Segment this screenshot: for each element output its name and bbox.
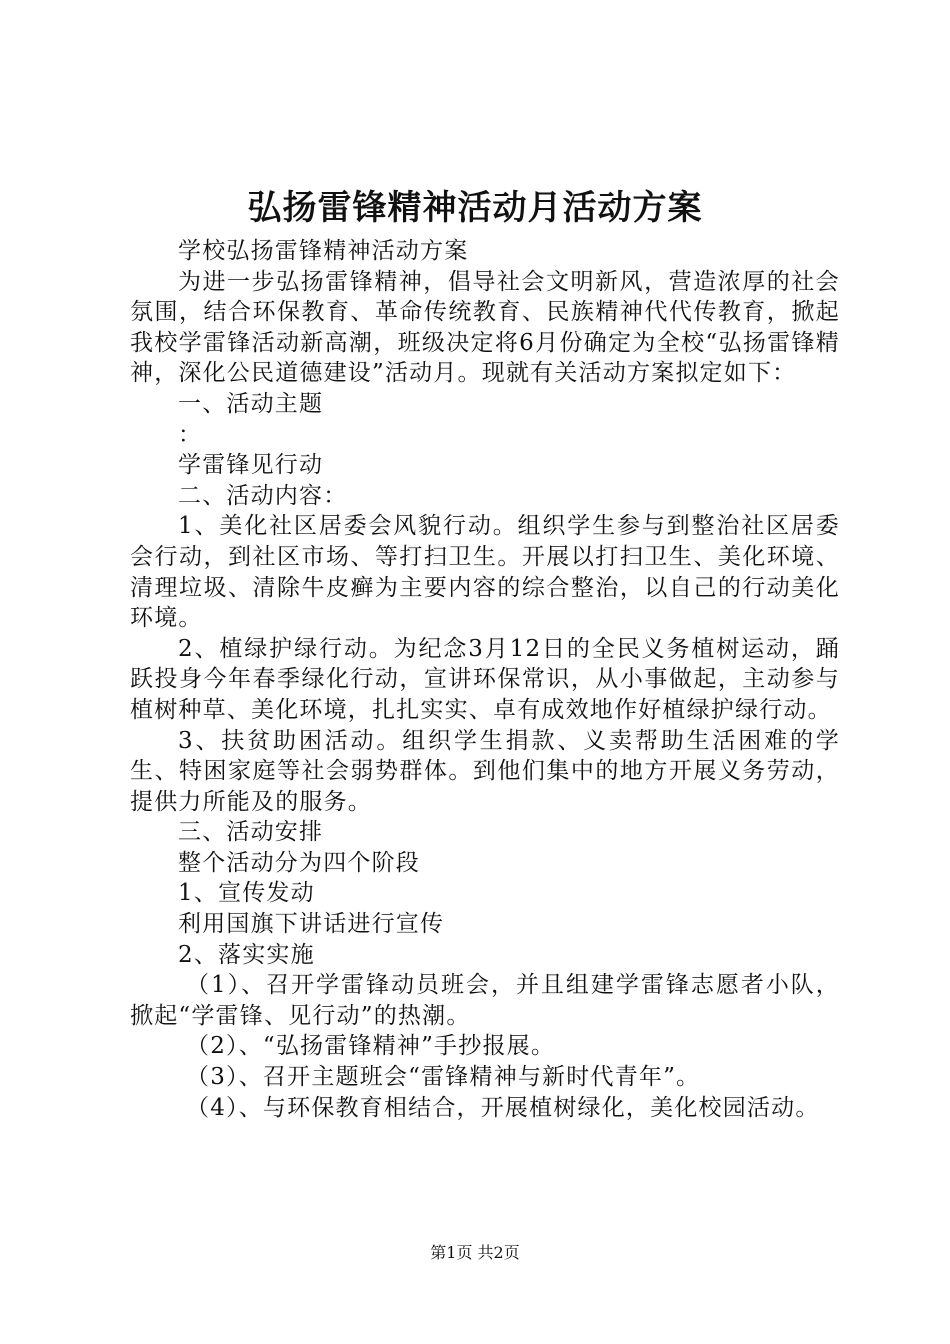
- document-body: [130, 236, 840, 1123]
- document-title: 弘扬雷锋精神活动月活动方案: [247, 188, 703, 228]
- stage-2-item-4: （4）、与环保教育相结合，开展植树绿化，美化校园活动。: [186, 1094, 820, 1121]
- section-heading-theme: 一、活动主题: [178, 390, 324, 417]
- stage-1-text: 利用国旗下讲话进行宣传: [178, 911, 445, 938]
- section-heading-content: 二、活动内容：: [178, 482, 348, 509]
- theme-text: 学雷锋见行动: [178, 452, 324, 479]
- subtitle-paragraph: 学校弘扬雷锋精神活动方案: [178, 238, 469, 264]
- content-item-3: 3、扶贫助困活动。组织学生捐款、义卖帮助生活困难的学生、特困家庭等社会弱势群体。到他们集中的地方开展义务劳动，提供力所能及的服务。: [130, 727, 840, 815]
- stage-2-item-3: （3）、召开主题班会“雷锋精神与新时代青年”。: [186, 1064, 701, 1091]
- stage-2-heading: 2、落实实施: [178, 941, 315, 968]
- content-item-1: 1、美化社区居委会风貌行动。组织学生参与到整治社区居委会行动，到社区市场、等打扫卫生。开展以打扫卫生、美化环境、清理垃圾、清除牛皮癣为主要内容的综合整治，以自己的行动美化环境。: [130, 513, 840, 632]
- page-footer: 第1页 共2页: [430, 1243, 520, 1262]
- intro-paragraph: 为进一步弘扬雷锋精神，倡导社会文明新风，营造浓厚的社会氛围，结合环保教育、革命传统教育、民族精神代代传教育，掀起我校学雷锋活动新高潮，班级决定将6月份确定为全校“弘扬雷锋精神，深化公民道德建设”活动月。现就有关活动方案拟定如下：: [130, 268, 840, 387]
- stage-2-item-2: （2）、“弘扬雷锋精神”手抄报展。: [186, 1033, 556, 1060]
- colon-line: ：: [178, 421, 203, 448]
- stage-1-heading: 1、宣传发动: [178, 880, 315, 907]
- schedule-intro: 整个活动分为四个阶段: [178, 849, 420, 876]
- content-item-2: 2、植绿护绿行动。为纪念3月12日的全民义务植树运动，踊跃投身今年春季绿化行动，宣讲环保常识，从小事做起，主动参与植树种草、美化环境，扎扎实实、卓有成效地作好植绿护绿行动。: [130, 635, 840, 723]
- section-heading-schedule: 三、活动安排: [178, 819, 324, 846]
- stage-2-item-1: （1）、召开学雷锋动员班会，并且组建学雷锋志愿者小队，掀起“学雷锋、见行动”的热潮。: [130, 972, 840, 1029]
